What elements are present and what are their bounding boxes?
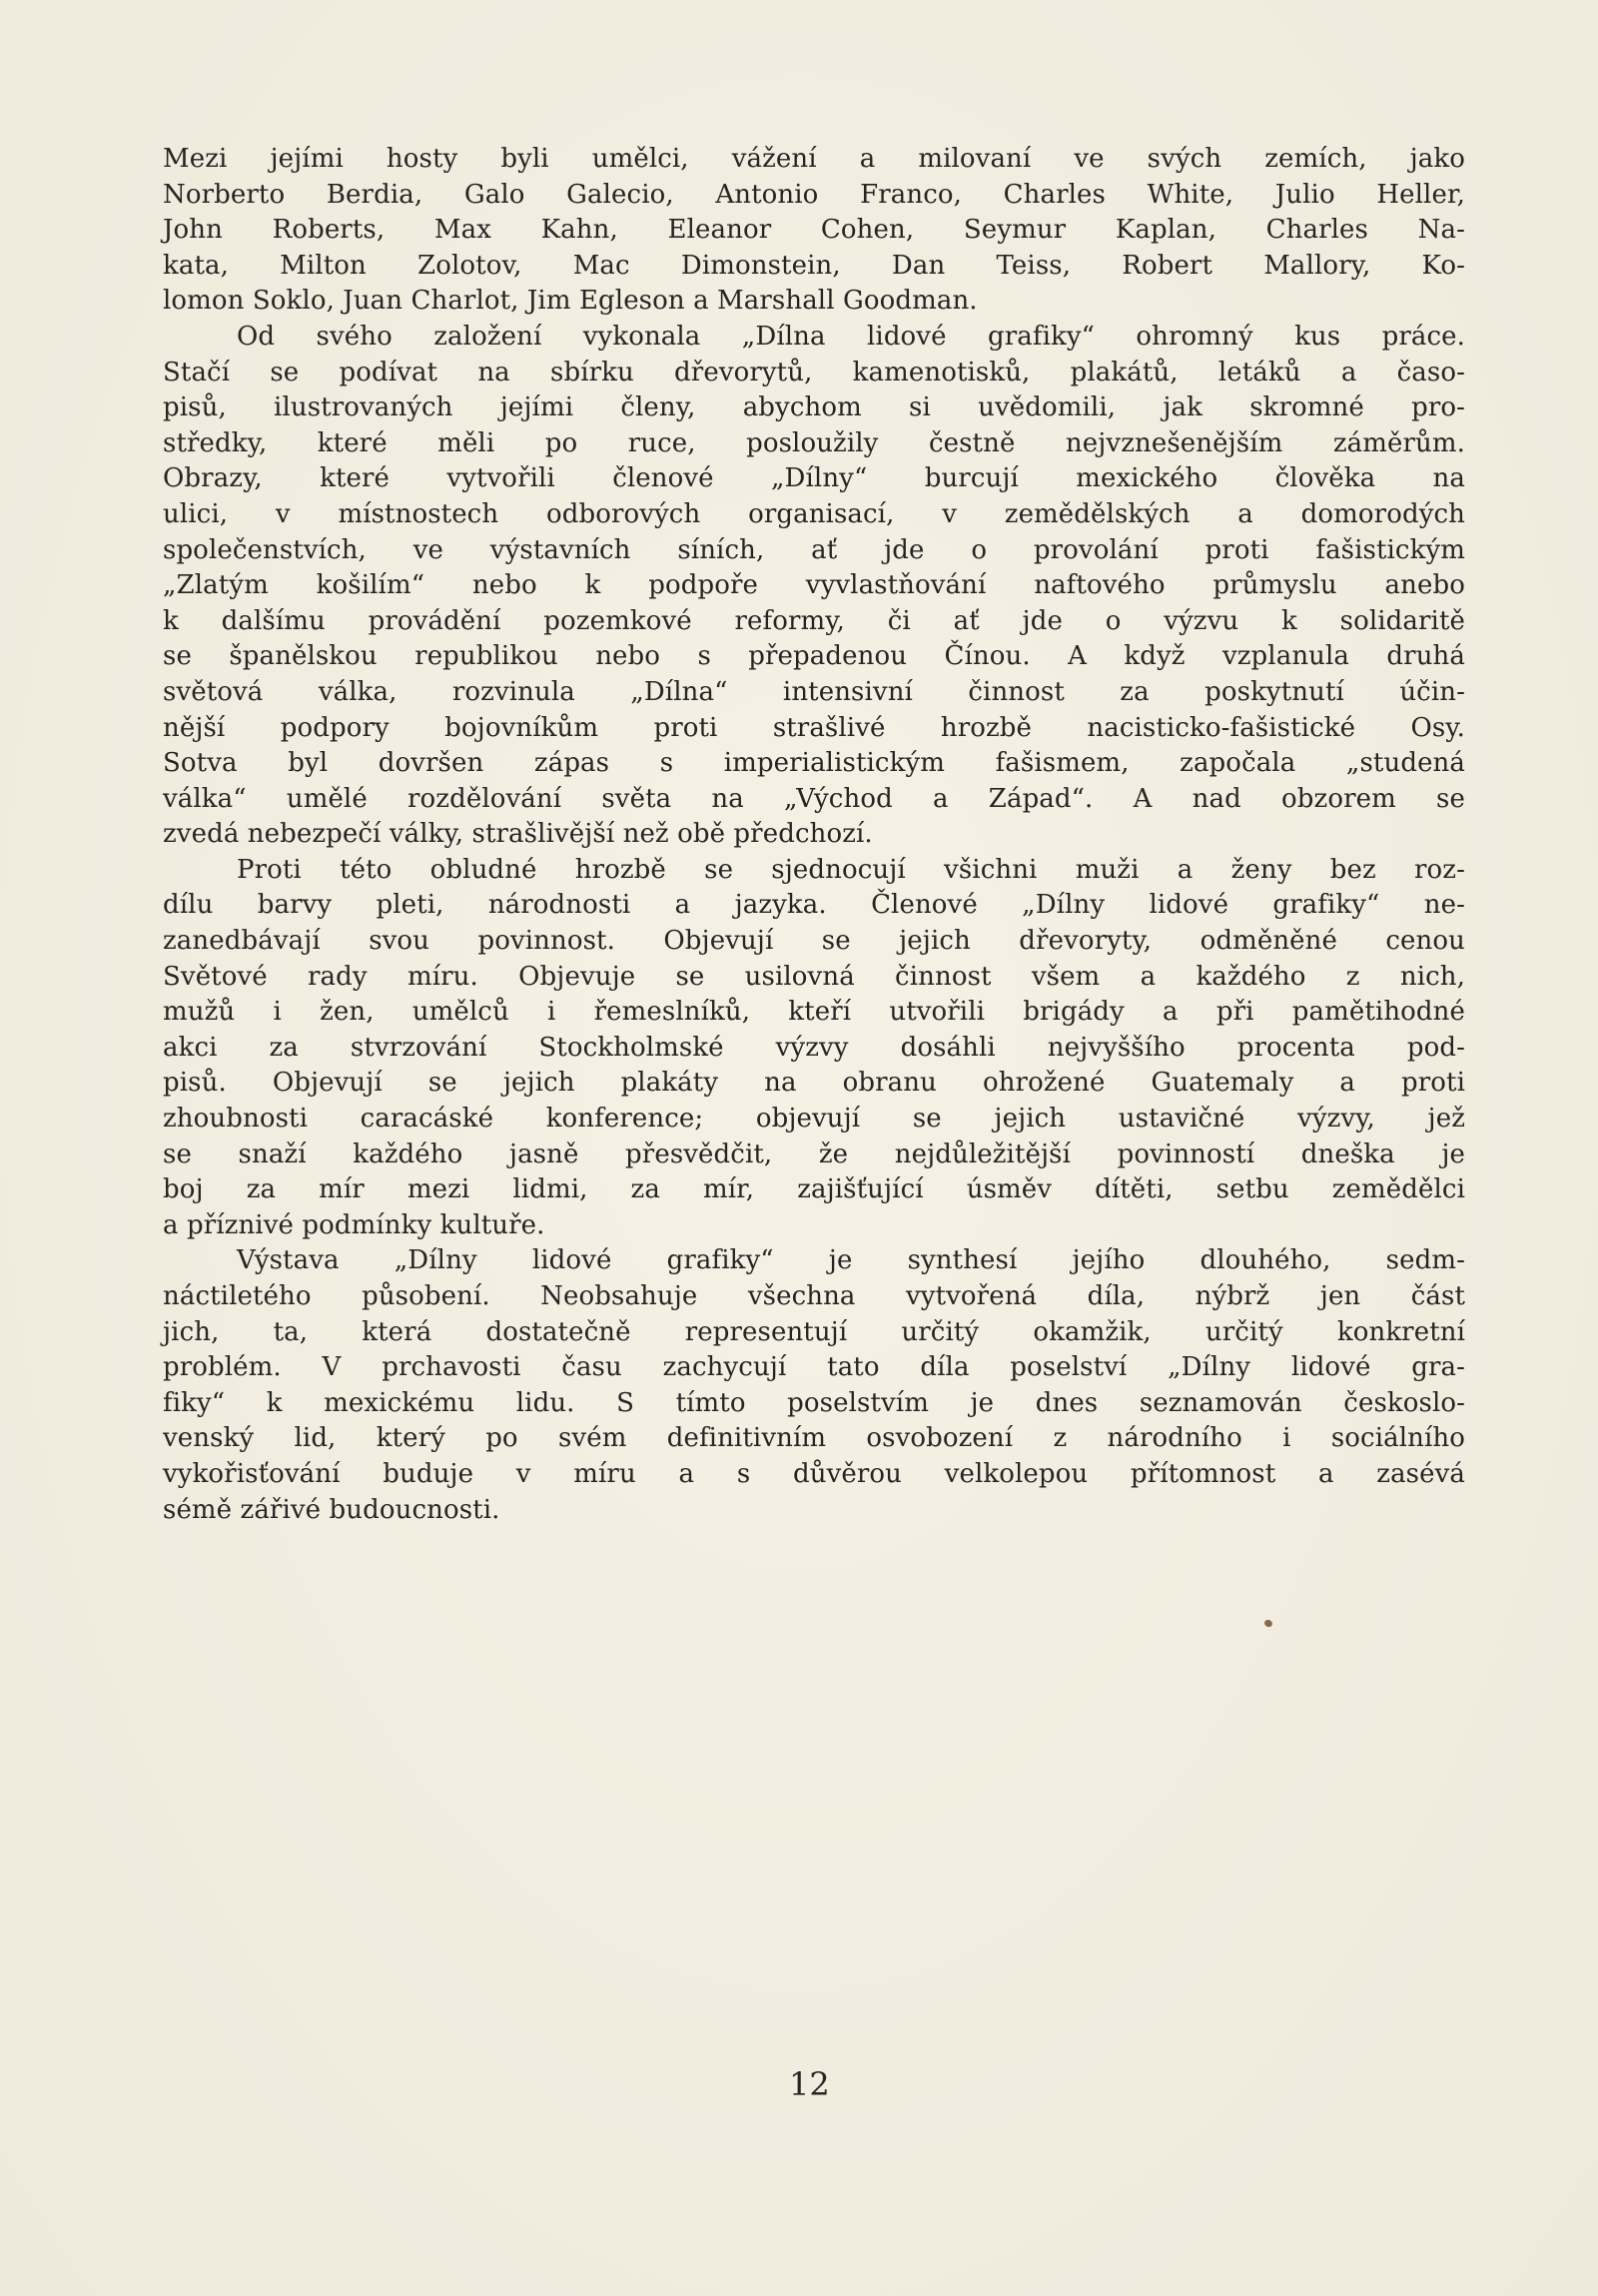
text-line: problém. V prchavosti času zachycují tato díla poselství „Dílny lidové gra- [163,1352,1465,1383]
text-line: venský lid, který po svém definitivním osvobození z národního i sociálního [163,1423,1465,1454]
text-line: Mezi jejími hosty byli umělci, vážení a milovaní ve svých zemích, jako [163,144,1465,174]
text-line: ulici, v místnostech odborových organisací, v zemědělských a domorodých [163,498,1465,529]
text-line: pisů. Objevují se jejich plakáty na obranu ohrožené Guatemaly a proti [163,1068,1465,1099]
text-line: válka“ umělé rozdělování světa na „Východ a Západ“. A nad obzorem se [163,783,1465,814]
text-line: Výstava „Dílny lidové grafiky“ je synthesí jejího dlouhého, sedm- [237,1245,1465,1276]
text-line: Sotva byl dovršen zápas s imperialistickým fašismem, započala „studená [163,748,1465,779]
text-line: fiky“ k mexickému lidu. S tímto poselstvím je dnes seznamován českoslo- [163,1387,1465,1418]
text-line: sémě zářivé budoucnosti. [163,1494,500,1525]
text-line: a příznivé podmínky kultuře. [163,1209,545,1240]
text-line: zvedá nebezpečí války, strašlivější než obě předchozí. [163,819,873,850]
text-line: „Zlatým košilím“ nebo k podpoře vyvlastňování naftového průmyslu anebo [163,570,1465,601]
text-line: středky, které měli po ruce, posloužily čestně nejvznešenějším záměrům. [163,427,1465,458]
page-number: 12 [789,2065,830,2103]
text-line: se španělskou republikou nebo s přepadenou Čínou. A když vzplanula druhá [163,641,1465,672]
body-text [163,142,1465,1528]
text-line: pisů, ilustrovaných jejími členy, abychom si uvědomili, jak skromné pro- [163,392,1465,423]
text-line: Norberto Berdia, Galo Galecio, Antonio Franco, Charles White, Julio Heller, [163,179,1465,210]
text-line: nější podpory bojovníkům proti strašlivé hrozbě nacisticko-fašistické Osy. [163,712,1465,743]
text-line: světová válka, rozvinula „Dílna“ intensivní činnost za poskytnutí účin- [163,676,1465,707]
text-line: jich, ta, která dostatečně representují určitý okamžik, určitý konkretní [163,1316,1465,1347]
paragraph [163,853,1465,1244]
text-line: vykořisťování buduje v míru a s důvěrou velkolepou přítomnost a zasévá [163,1458,1465,1489]
paragraph [163,320,1465,853]
text-line: mužů i žen, umělců i řemeslníků, kteří utvořili brigády a při pamětihodné [163,997,1465,1028]
text-line: dílu barvy pleti, národnosti a jazyka. Členové „Dílny lidové grafiky“ ne- [163,890,1465,921]
text-line: Světové rady míru. Objevuje se usilovná činnost všem a každého z nich, [163,961,1465,992]
paragraph [163,142,1465,320]
text-line: náctiletého působení. Neobsahuje všechna vytvořená díla, nýbrž jen část [163,1281,1465,1311]
text-line: k dalšímu provádění pozemkové reformy, či ať jde o výzvu k solidaritě [163,605,1465,636]
text-line: Obrazy, které vytvořili členové „Dílny“ burcují mexického člověka na [163,463,1465,494]
text-line: Od svého založení vykonala „Dílna lidové grafiky“ ohromný kus práce. [237,321,1465,352]
text-line: boj za mír mezi lidmi, za mír, zajišťující úsměv dítěti, setbu zemědělci [163,1174,1465,1205]
paragraph [163,1243,1465,1528]
text-line: se snaží každého jasně přesvědčit, že nejdůležitější povinností dneška je [163,1139,1465,1169]
paper-speck [1263,1618,1273,1628]
text-line: zhoubnosti caracáské konference; objevují se jejich ustavičné výzvy, jež [163,1104,1465,1135]
text-line: lomon Soklo, Juan Charlot, Jim Egleson a Marshall Goodman. [163,286,978,317]
text-line: kata, Milton Zolotov, Mac Dimonstein, Dan Teiss, Robert Mallory, Ko- [163,250,1465,281]
text-line: Proti této obludné hrozbě se sjednocují všichni muži a ženy bez roz- [237,854,1465,885]
text-line: akci za stvrzování Stockholmské výzvy dosáhli nejvyššího procenta pod- [163,1032,1465,1063]
text-line: společenstvích, ve výstavních síních, ať jde o provolání proti fašistickým [163,534,1465,565]
text-line: Stačí se podívat na sbírku dřevorytů, kamenotisků, plakátů, letáků a časo- [163,357,1465,387]
text-line: John Roberts, Max Kahn, Eleanor Cohen, Seymur Kaplan, Charles Na- [163,215,1465,246]
text-line: zanedbávají svou povinnost. Objevují se jejich dřevoryty, odměněné cenou [163,926,1465,957]
